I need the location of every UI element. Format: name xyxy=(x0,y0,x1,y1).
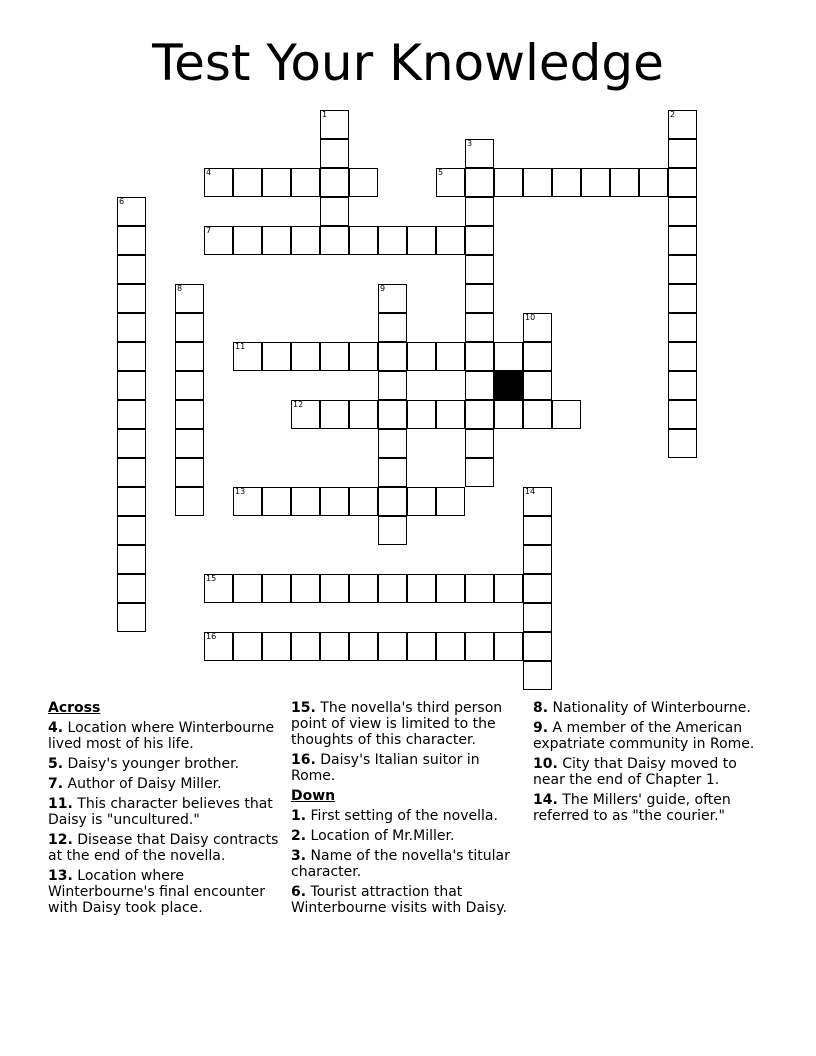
across-heading: Across xyxy=(48,700,101,716)
grid-cell[interactable] xyxy=(523,632,552,661)
grid-cell[interactable] xyxy=(320,226,349,255)
clue-number: 16 xyxy=(206,632,217,641)
grid-cell[interactable] xyxy=(117,429,146,458)
grid-cell[interactable] xyxy=(117,197,146,226)
grid-cell[interactable] xyxy=(465,371,494,400)
grid-cell[interactable] xyxy=(465,313,494,342)
grid-cell[interactable] xyxy=(378,429,407,458)
grid-cell[interactable] xyxy=(668,168,697,197)
grid-cell[interactable] xyxy=(465,168,494,197)
clue-down-14: 14. The Millers' guide, often referred to as "the courier." xyxy=(533,792,731,824)
clue-down-2: 2. Location of Mr.Miller. xyxy=(291,828,455,844)
grid-cell[interactable] xyxy=(117,371,146,400)
grid-cell[interactable] xyxy=(175,313,204,342)
grid-cell[interactable] xyxy=(639,168,668,197)
grid-cell[interactable] xyxy=(291,226,320,255)
grid-cell[interactable] xyxy=(436,400,465,429)
grid-cell[interactable] xyxy=(436,226,465,255)
grid-cell[interactable] xyxy=(668,400,697,429)
clue-across-4: 4. Location where Winterbourne lived most of his life. xyxy=(48,720,275,752)
grid-cell[interactable] xyxy=(117,574,146,603)
grid-cell[interactable] xyxy=(581,168,610,197)
grid-cell[interactable] xyxy=(233,487,262,516)
grid-cell[interactable] xyxy=(233,632,262,661)
grid-cell[interactable] xyxy=(668,197,697,226)
grid-cell[interactable] xyxy=(436,342,465,371)
clue-number: 14 xyxy=(525,487,536,496)
grid-cell[interactable] xyxy=(378,400,407,429)
grid-cell[interactable] xyxy=(320,342,349,371)
grid-cell[interactable] xyxy=(175,342,204,371)
grid-cell[interactable] xyxy=(175,458,204,487)
grid-cell[interactable] xyxy=(291,574,320,603)
grid-cell[interactable] xyxy=(233,342,262,371)
grid-cell[interactable] xyxy=(117,342,146,371)
grid-cell[interactable] xyxy=(668,342,697,371)
page-title: Test Your Knowledge xyxy=(152,34,664,92)
grid-cell[interactable] xyxy=(523,603,552,632)
grid-cell[interactable] xyxy=(494,342,523,371)
grid-cell[interactable] xyxy=(465,226,494,255)
grid-cell[interactable] xyxy=(117,516,146,545)
grid-cell[interactable] xyxy=(349,168,378,197)
grid-cell[interactable] xyxy=(320,632,349,661)
clue-down-9: 9. A member of the American expatriate community in Rome. xyxy=(533,720,755,752)
clue-number: 13 xyxy=(235,487,246,496)
down-heading: Down xyxy=(291,788,336,804)
clue-number: 8 xyxy=(177,284,183,293)
grid-cell[interactable] xyxy=(349,632,378,661)
grid-cell[interactable] xyxy=(668,139,697,168)
grid-cell[interactable] xyxy=(378,284,407,313)
grid-cell[interactable] xyxy=(204,632,233,661)
grid-cell[interactable] xyxy=(117,255,146,284)
grid-cell[interactable] xyxy=(117,487,146,516)
grid-cell[interactable] xyxy=(117,458,146,487)
grid-cell[interactable] xyxy=(291,342,320,371)
grid-cell[interactable] xyxy=(378,226,407,255)
grid-cell[interactable] xyxy=(465,255,494,284)
grid-cell[interactable] xyxy=(349,487,378,516)
clues-column-1 xyxy=(48,700,280,920)
grid-cell[interactable] xyxy=(262,632,291,661)
grid-cell[interactable] xyxy=(523,574,552,603)
clue-across-15: 15. The novella's third person point of view is limited to the thoughts of this character. xyxy=(291,700,503,748)
grid-cell[interactable] xyxy=(610,168,639,197)
clue-across-12: 12. Disease that Daisy contracts at the end of the novella. xyxy=(48,832,279,864)
grid-cell[interactable] xyxy=(552,168,581,197)
grid-cell[interactable] xyxy=(552,400,581,429)
grid-cell[interactable] xyxy=(523,371,552,400)
clue-across-11: 11. This character believes that Daisy is "uncultured." xyxy=(48,796,273,828)
grid-cell[interactable] xyxy=(291,168,320,197)
clue-number: 5 xyxy=(438,168,444,177)
clue-number: 10 xyxy=(525,313,536,322)
grid-cell[interactable] xyxy=(320,197,349,226)
grid-cell[interactable] xyxy=(117,545,146,574)
clue-down-8: 8. Nationality of Winterbourne. xyxy=(533,700,751,716)
grid-cell[interactable] xyxy=(117,226,146,255)
grid-cell[interactable] xyxy=(175,487,204,516)
grid-cell[interactable] xyxy=(378,487,407,516)
grid-cell[interactable] xyxy=(378,371,407,400)
grid-cell[interactable] xyxy=(668,226,697,255)
grid-cell[interactable] xyxy=(407,632,436,661)
grid-cell[interactable] xyxy=(262,226,291,255)
grid-cell[interactable] xyxy=(320,487,349,516)
clue-number: 11 xyxy=(235,342,246,351)
grid-cell[interactable] xyxy=(262,342,291,371)
grid-cell[interactable] xyxy=(204,226,233,255)
grid-cell[interactable] xyxy=(668,313,697,342)
grid-cell[interactable] xyxy=(378,313,407,342)
clue-across-7: 7. Author of Daisy Miller. xyxy=(48,776,222,792)
grid-cell[interactable] xyxy=(349,574,378,603)
grid-cell[interactable] xyxy=(523,342,552,371)
grid-cell[interactable] xyxy=(233,574,262,603)
grid-cell[interactable] xyxy=(436,574,465,603)
grid-cell[interactable] xyxy=(233,226,262,255)
grid-cell[interactable] xyxy=(465,632,494,661)
grid-cell[interactable] xyxy=(523,313,552,342)
black-cell xyxy=(494,371,523,400)
grid-cell[interactable] xyxy=(465,458,494,487)
grid-cell[interactable] xyxy=(291,400,320,429)
grid-cell[interactable] xyxy=(668,284,697,313)
clue-number: 1 xyxy=(322,110,328,119)
clues-column-3 xyxy=(533,700,765,828)
grid-cell[interactable] xyxy=(175,429,204,458)
grid-cell[interactable] xyxy=(320,110,349,139)
grid-cell[interactable] xyxy=(494,632,523,661)
grid-cell[interactable] xyxy=(233,168,262,197)
clues-column-2 xyxy=(291,700,523,920)
grid-cell[interactable] xyxy=(407,226,436,255)
grid-cell[interactable] xyxy=(320,574,349,603)
grid-cell[interactable] xyxy=(117,284,146,313)
grid-cell[interactable] xyxy=(349,226,378,255)
grid-cell[interactable] xyxy=(465,400,494,429)
grid-cell[interactable] xyxy=(349,400,378,429)
grid-cell[interactable] xyxy=(262,574,291,603)
clue-across-13: 13. Location where Winterbourne's final encounter with Daisy took place. xyxy=(48,868,266,916)
clue-across-5: 5. Daisy's younger brother. xyxy=(48,756,240,772)
clue-number: 9 xyxy=(380,284,386,293)
clue-down-3: 3. Name of the novella's titular character. xyxy=(291,848,510,880)
clue-number: 4 xyxy=(206,168,212,177)
grid-cell[interactable] xyxy=(668,110,697,139)
grid-cell[interactable] xyxy=(523,545,552,574)
clue-down-1: 1. First setting of the novella. xyxy=(291,808,498,824)
grid-cell[interactable] xyxy=(175,284,204,313)
clue-across-16: 16. Daisy's Italian suitor in Rome. xyxy=(291,752,480,784)
grid-cell[interactable] xyxy=(378,342,407,371)
clue-number: 2 xyxy=(670,110,676,119)
grid-cell[interactable] xyxy=(668,371,697,400)
grid-cell[interactable] xyxy=(117,313,146,342)
grid-cell[interactable] xyxy=(465,574,494,603)
grid-cell[interactable] xyxy=(494,168,523,197)
grid-cell[interactable] xyxy=(494,400,523,429)
grid-cell[interactable] xyxy=(465,342,494,371)
grid-cell[interactable] xyxy=(523,487,552,516)
clue-down-10: 10. City that Daisy moved to near the end of Chapter 1. xyxy=(533,756,737,788)
grid-cell[interactable] xyxy=(436,168,465,197)
grid-cell[interactable] xyxy=(117,400,146,429)
grid-cell[interactable] xyxy=(523,516,552,545)
grid-cell[interactable] xyxy=(407,487,436,516)
grid-cell[interactable] xyxy=(668,255,697,284)
grid-cell[interactable] xyxy=(204,574,233,603)
grid-cell[interactable] xyxy=(320,139,349,168)
grid-cell[interactable] xyxy=(378,574,407,603)
grid-cell[interactable] xyxy=(407,342,436,371)
grid-cell[interactable] xyxy=(523,400,552,429)
grid-cell[interactable] xyxy=(407,574,436,603)
grid-cell[interactable] xyxy=(523,168,552,197)
grid-cell[interactable] xyxy=(494,574,523,603)
grid-cell[interactable] xyxy=(407,400,436,429)
grid-cell[interactable] xyxy=(378,516,407,545)
grid-cell[interactable] xyxy=(436,632,465,661)
grid-cell[interactable] xyxy=(175,400,204,429)
grid-cell[interactable] xyxy=(291,632,320,661)
grid-cell[interactable] xyxy=(378,632,407,661)
grid-cell[interactable] xyxy=(349,342,378,371)
clue-down-6: 6. Tourist attraction that Winterbourne visits with Daisy. xyxy=(291,884,507,916)
clue-number: 7 xyxy=(206,226,212,235)
clue-number: 15 xyxy=(206,574,217,583)
grid-cell[interactable] xyxy=(262,487,291,516)
grid-cell[interactable] xyxy=(436,487,465,516)
grid-cell[interactable] xyxy=(204,168,233,197)
clue-number: 6 xyxy=(119,197,125,206)
grid-cell[interactable] xyxy=(320,400,349,429)
grid-cell[interactable] xyxy=(262,168,291,197)
grid-cell[interactable] xyxy=(378,458,407,487)
grid-cell[interactable] xyxy=(291,487,320,516)
grid-cell[interactable] xyxy=(523,661,552,690)
grid-cell[interactable] xyxy=(465,429,494,458)
clue-number: 12 xyxy=(293,400,304,409)
grid-cell[interactable] xyxy=(117,603,146,632)
clue-number: 3 xyxy=(467,139,473,148)
grid-cell[interactable] xyxy=(465,197,494,226)
grid-cell[interactable] xyxy=(465,284,494,313)
grid-cell[interactable] xyxy=(175,371,204,400)
grid-cell[interactable] xyxy=(465,139,494,168)
grid-cell[interactable] xyxy=(668,429,697,458)
grid-cell[interactable] xyxy=(320,168,349,197)
